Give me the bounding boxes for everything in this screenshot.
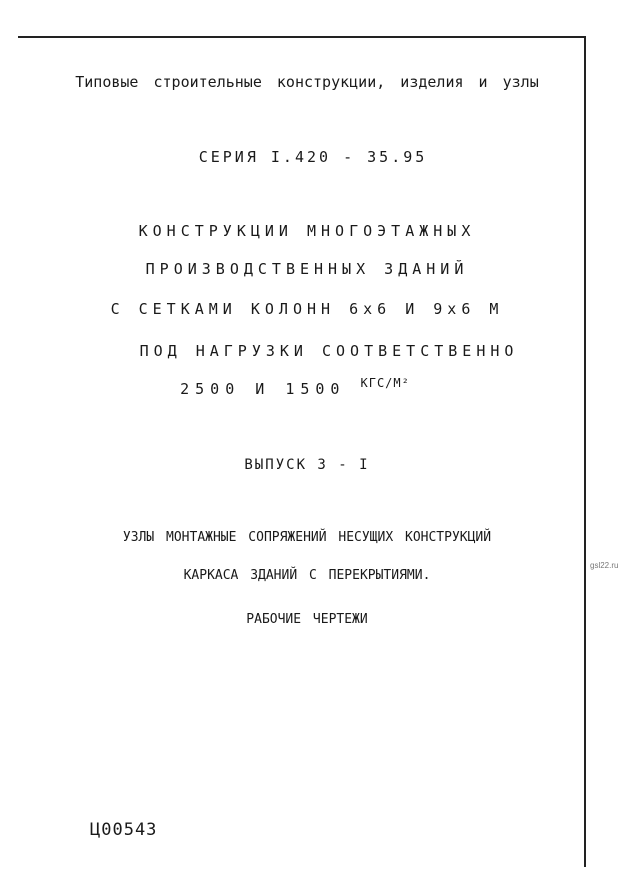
- title-line-1: КОНСТРУКЦИИ МНОГОЭТАЖНЫХ: [138, 222, 476, 240]
- load-values: 2500 И 1500: [180, 380, 346, 398]
- description-line-1: УЗЛЫ МОНТАЖНЫЕ СОПРЯЖЕНИЙ НЕСУЩИХ КОНСТРУКЦИЙ: [122, 530, 492, 545]
- load-unit: КГС/М²: [360, 376, 410, 390]
- issue-number: ВЫПУСК 3 - I: [244, 457, 370, 473]
- title-line-3: С СЕТКАМИ КОЛОНН 6х6 И 9х6 М: [110, 300, 504, 318]
- archive-stamp: Ц00543: [90, 820, 158, 840]
- title-line-5: [0, 376, 602, 398]
- series-number: СЕРИЯ I.420 - 35.95: [198, 148, 428, 166]
- description-line-3: РАБОЧИЕ ЧЕРТЕЖИ: [246, 612, 368, 627]
- title-line-4: ПОД НАГРУЗКИ СООТВЕТСТВЕННО: [139, 342, 519, 360]
- title-line-2: ПРОИЗВОДСТВЕННЫХ ЗДАНИЙ: [145, 260, 469, 278]
- description-line-2: КАРКАСА ЗДАНИЙ С ПЕРЕКРЫТИЯМИ.: [183, 568, 431, 583]
- watermark: gsl22.ru: [590, 561, 619, 570]
- document-header: Типовые строительные конструкции, изделия и узлы: [75, 73, 539, 91]
